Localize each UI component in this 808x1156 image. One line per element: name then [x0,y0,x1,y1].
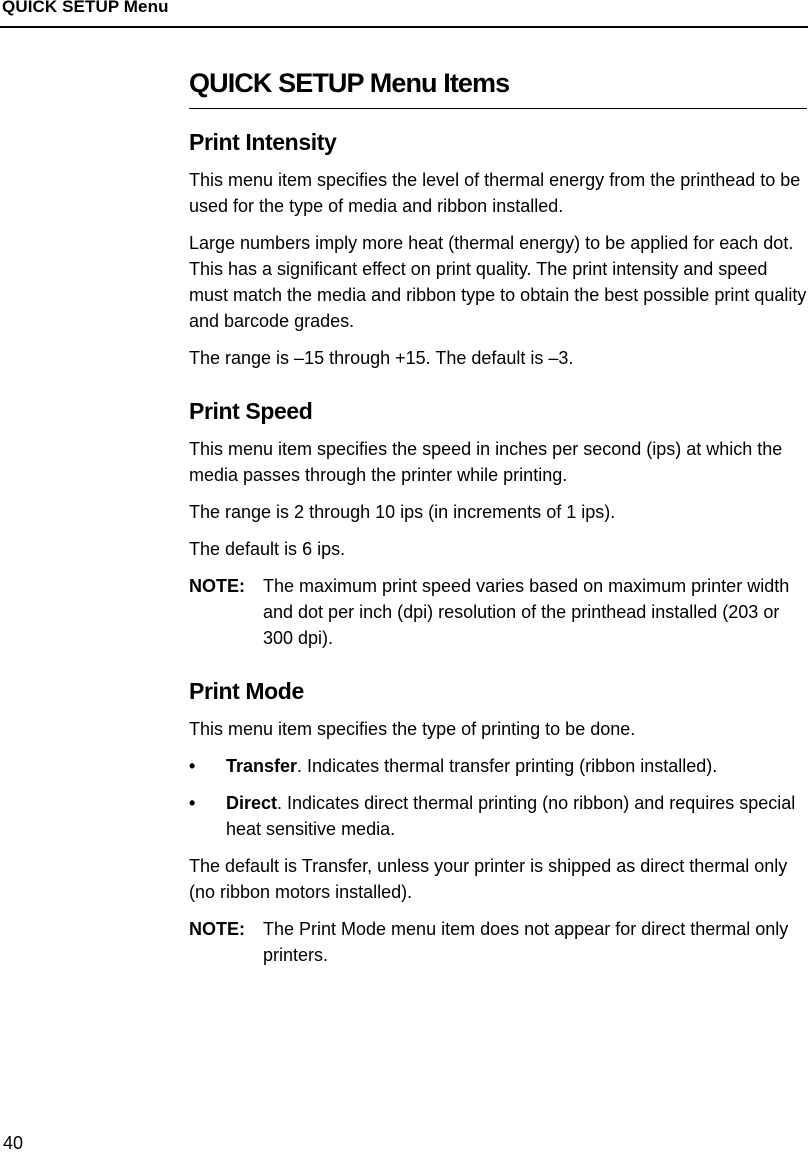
note-label: NOTE: [189,919,245,939]
print-speed-heading: Print Speed [189,398,313,424]
page-number: 40 [3,1133,24,1153]
note-text: The Print Mode menu item does not appear for direct thermal only printers. [263,919,789,965]
print-intensity-section [189,128,807,371]
print-mode-section [189,677,807,968]
bullet-dot: • [189,756,196,776]
print-intensity-paragraph-1: This menu item specifies the level of thermal energy from the printhead to be used for the type of media and ribbon installed. [189,170,801,216]
note-label: NOTE: [189,576,245,596]
print-intensity-paragraph-2: Large numbers imply more heat (thermal energy) to be applied for each dot. This has a significant effect on print quality. The print intensity and speed must match the media and ribbon type to obtain the best possible print quality and barcode grades. [189,233,807,331]
print-mode-note [189,916,807,968]
print-speed-paragraph-1: This menu item specifies the speed in inches per second (ips) at which the media passes through the printer while printing. [189,439,783,485]
print-speed-note [189,573,807,651]
bullet-dot: • [189,793,196,813]
print-mode-paragraph-2: The default is Transfer, unless your printer is shipped as direct thermal only (no ribbon motors installed). [189,856,788,902]
print-speed-paragraph-3: The default is 6 ips. [189,539,346,559]
page-content [189,66,807,968]
print-speed-section [189,397,807,651]
running-header-title: QUICK SETUP Menu [2,0,169,16]
print-speed-paragraph-2: The range is 2 through 10 ips (in increments of 1 ips). [189,502,616,522]
bullet-term-direct: Direct [226,793,278,813]
bullet-item-direct [189,790,807,842]
bullet-text-transfer: . Indicates thermal transfer printing (ribbon installed). [297,756,718,776]
bullet-item-transfer [189,753,807,779]
bullet-body [226,753,807,779]
print-mode-paragraph-1: This menu item specifies the type of printing to be done. [189,719,636,739]
section-title: QUICK SETUP Menu Items [189,66,807,109]
print-intensity-paragraph-3: The range is –15 through +15. The default is –3. [189,348,574,368]
running-header [0,0,808,28]
print-intensity-heading: Print Intensity [189,129,337,155]
bullet-term-transfer: Transfer [226,756,298,776]
bullet-text-direct: . Indicates direct thermal printing (no ribbon) and requires special heat sensitive media. [226,793,796,839]
print-mode-heading: Print Mode [189,678,304,704]
bullet-body [226,790,807,842]
note-text: The maximum print speed varies based on maximum printer width and dot per inch (dpi) resolution of the printhead installed (203 or 300 dpi). [263,576,790,648]
